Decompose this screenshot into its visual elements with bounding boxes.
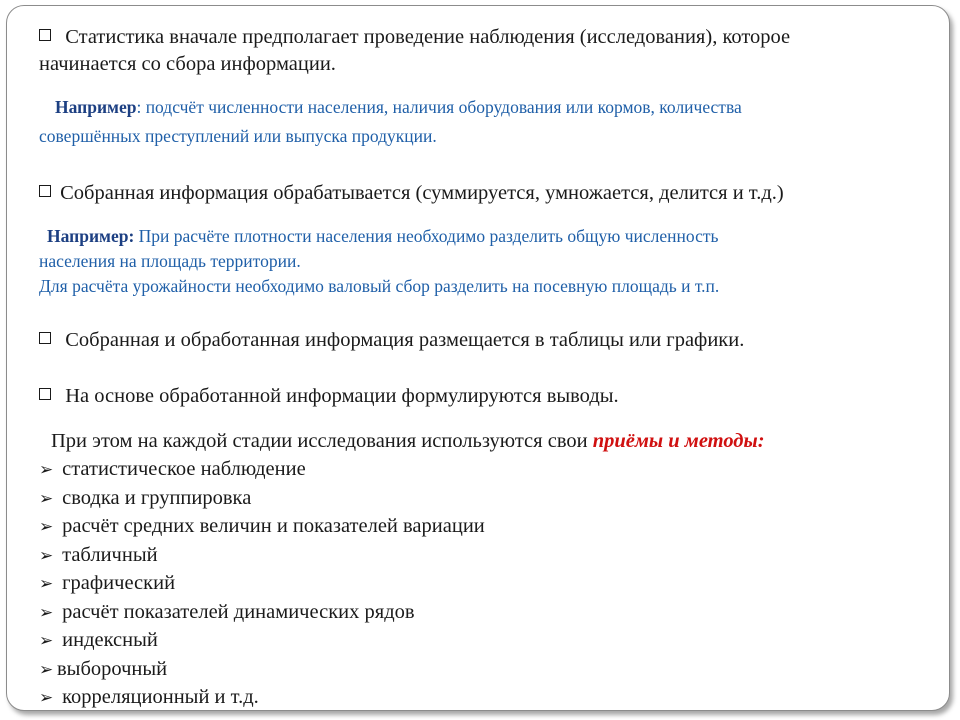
method-item: ➢ сводка и группировка (39, 486, 252, 509)
arrow-bullet-icon: ➢ (39, 688, 54, 708)
example-1-line-2: совершённых преступлений или выпуска продукции. (39, 126, 437, 146)
method-item: ➢ корреляционный и т.д. (39, 686, 259, 708)
bullet-3-line-1: Собранная и обработанная информация размещается в таблицы или графики. (39, 329, 744, 352)
slide-frame (6, 5, 950, 711)
method-item: ➢ индексный (39, 629, 158, 651)
example-1-line-1: Например: подсчёт численности населения, наличия оборудования или кормов, количества (55, 97, 742, 117)
checkbox-bullet-icon (39, 388, 51, 400)
arrow-bullet-icon: ➢ (39, 631, 54, 651)
method-item: ➢ статистическое наблюдение (39, 458, 306, 480)
checkbox-bullet-icon (39, 185, 51, 197)
checkbox-bullet-icon (39, 332, 51, 344)
arrow-bullet-icon: ➢ (39, 460, 54, 480)
example-1-label: Например (55, 97, 137, 117)
arrow-bullet-icon: ➢ (39, 517, 54, 537)
example-2-line-2: населения на площадь территории. (39, 251, 301, 271)
method-item: ➢ расчёт показателей динамических рядов (39, 600, 415, 623)
arrow-bullet-icon: ➢ (39, 659, 54, 680)
bullet-2-line-1: Собранная информация обрабатывается (суммируется, умножается, делится и т.д.) (39, 182, 784, 205)
method-item: ➢ расчёт средних величин и показателей вариации (39, 515, 485, 537)
methods-highlight: приёмы и методы (592, 430, 758, 452)
arrow-bullet-icon: ➢ (39, 545, 54, 566)
bullet-4-line-1: На основе обработанной информации формулируются выводы. (39, 385, 619, 408)
checkbox-bullet-icon (39, 29, 51, 41)
bullet-1-line-2: начинается со сбора информации. (39, 53, 336, 75)
example-2-line-1: Например: При расчёте плотности населения необходимо разделить общую численность (47, 226, 719, 246)
method-item: ➢ графический (39, 572, 176, 594)
bullet-1-line-1: Статистика вначале предполагает проведение наблюдения (исследования), которое (39, 26, 790, 49)
method-item: ➢ выборочный (39, 657, 168, 680)
example-2-label: Например: (47, 226, 135, 246)
arrow-bullet-icon: ➢ (39, 488, 54, 509)
method-item: ➢ табличный (39, 543, 158, 566)
example-2-line-3: Для расчёта урожайности необходимо валовый сбор разделить на посевную площадь и т.п. (39, 276, 720, 296)
arrow-bullet-icon: ➢ (39, 602, 54, 623)
arrow-bullet-icon: ➢ (39, 574, 54, 594)
methods-intro: При этом на каждой стадии исследования используются свои приёмы и методы: (51, 430, 765, 452)
